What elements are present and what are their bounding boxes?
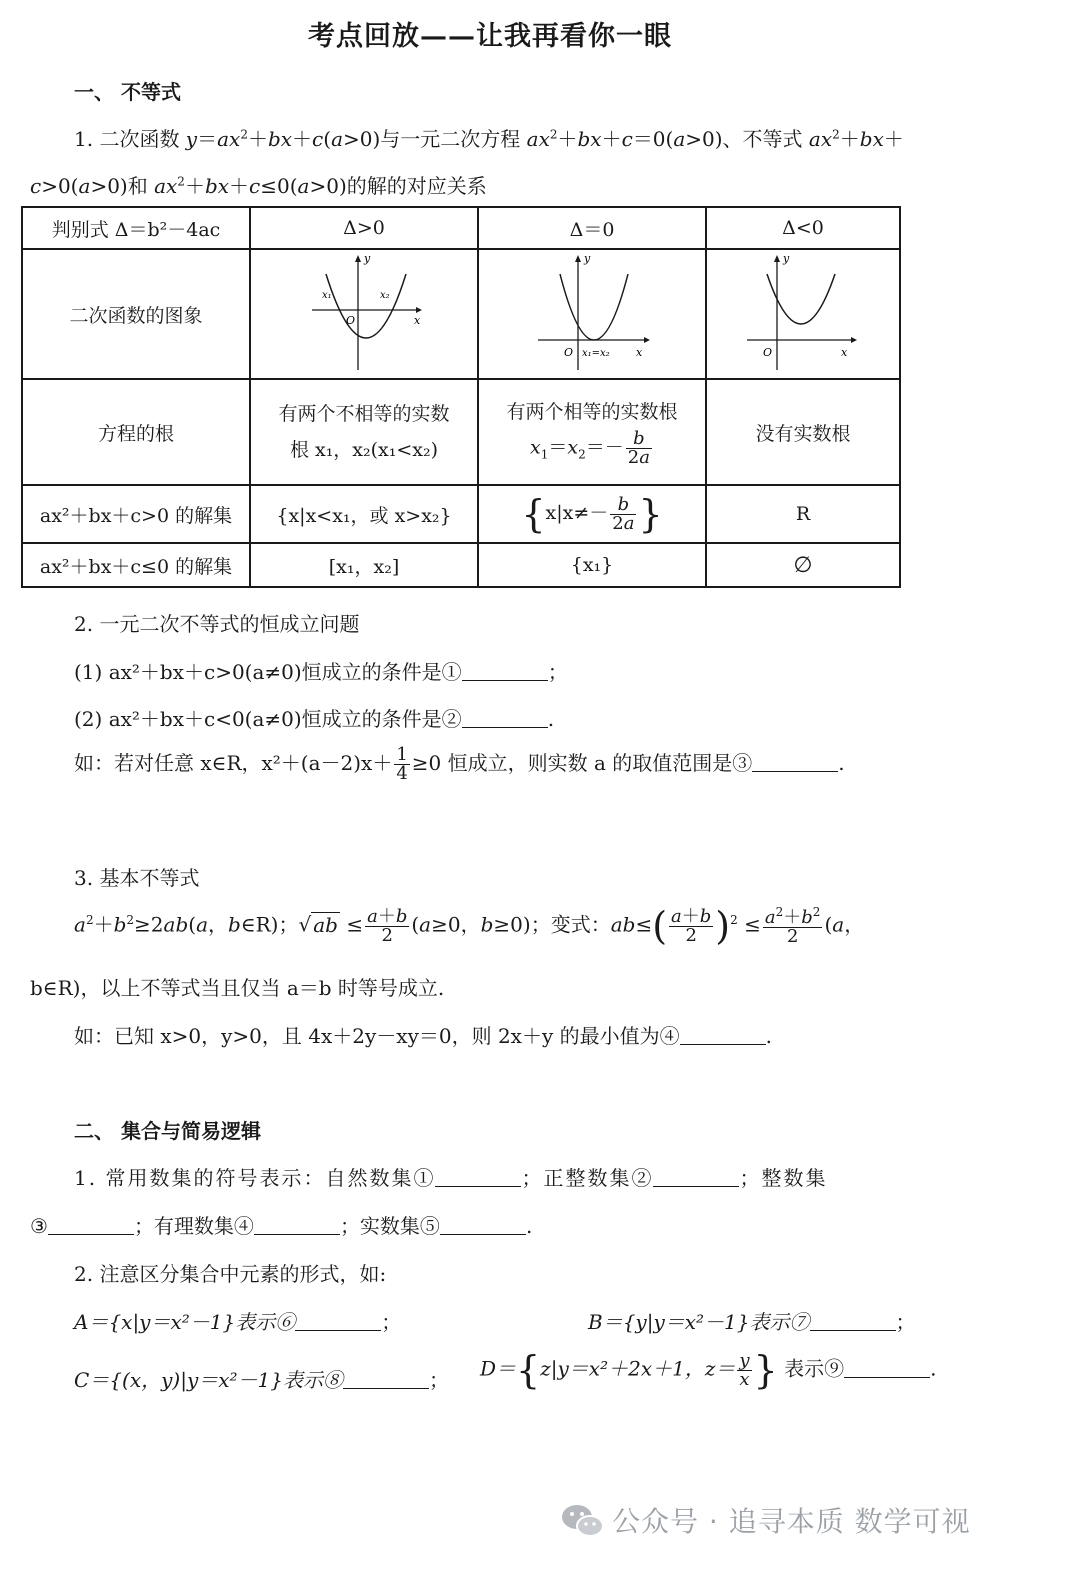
- section1-p1-line2: c>0(a>0)和 $ax^2+bx+c\le 0(a>0)$的解的对应关系: [30, 174, 487, 198]
- parabola-two-roots-graph: [304, 252, 424, 372]
- p1-prefix: 1. 二次函数: [74, 127, 186, 151]
- p2-2-text: (2) ax²＋bx＋c<0(a≠0)恒成立的条件是②: [74, 707, 462, 731]
- answer-blank-3[interactable]: [752, 753, 838, 772]
- s2-p1-c: ；整数集: [739, 1166, 828, 1190]
- row-gt-label: ax²＋bx＋c>0 的解集: [22, 485, 250, 543]
- section1-p2-1: (1) ax²＋bx＋c>0(a≠0)恒成立的条件是① ；: [74, 660, 568, 684]
- table-header-row: [22, 207, 900, 249]
- gt-zero: {x|x≠－ $\frac{b}{2a}$ }: [478, 485, 706, 543]
- section1-p3-example: 如：已知 x>0，y>0，且 4x＋2y－xy＝0，则 2x＋y 的最小值为④ .: [74, 1024, 772, 1048]
- p1-suffix: 的解的对应关系: [346, 174, 487, 198]
- set-D-line: D＝{z|y＝x²＋2x＋1，z＝ $\frac{y}{x}$ } 表示⑨ .: [480, 1348, 937, 1392]
- set-blank-3[interactable]: [48, 1216, 134, 1235]
- section1-p3-formula: $a^2+b^2\ge 2ab(a$，b∈R)；√ ab ≤ $\frac{a+b}{2}$ (a≥0，b≥0)；变式：ab≤( $\frac{a+b}{2}$ )$^2$ ≤ $\frac{a^2+b^2}{2}$ (a，: [74, 904, 865, 948]
- set-D-suffix: 表示⑨: [784, 1356, 845, 1381]
- parabola-no-root-graph: [743, 252, 863, 372]
- section2-p2-heading: 2. 注意区分集合中元素的形式，如:: [74, 1262, 387, 1286]
- answer-blank-1[interactable]: [462, 662, 548, 681]
- roots-zero-line1: 有两个相等的实数根: [506, 401, 678, 423]
- gt-negative: R: [706, 485, 900, 543]
- s2-p1-e: ；有理数集④: [133, 1214, 254, 1238]
- svg-text:O: O: [346, 313, 356, 327]
- le-negative: ∅: [706, 543, 900, 587]
- set-C-line: C＝{(x，y)|y＝x²－1}表示⑧ ；: [74, 1368, 449, 1392]
- roots-positive-line1: 有两个不相等的实数: [278, 402, 450, 425]
- roots-positive-line2: 根 x₁，x₂(x₁<x₂): [289, 439, 439, 461]
- svg-text:y: y: [584, 251, 591, 265]
- row-graph-label: 二次函数的图象: [22, 249, 250, 379]
- set-blank-2[interactable]: [653, 1168, 739, 1187]
- section1-p1-line1: 1. 二次函数 $y=ax^2+bx+c(a>0)$与一元二次方程 $ax^2+bx+c=0(a>0)$、不等式 $ax^2+bx+$: [74, 127, 904, 151]
- s2-p1-a: 1. 常用数集的符号表示：自然数集①: [74, 1166, 436, 1190]
- set-A-line: A＝{x|y＝x²－1}表示⑥ ；: [74, 1310, 402, 1334]
- table-row-roots: [22, 379, 900, 485]
- set-B-line: B＝{y|y＝x²－1}表示⑦ ；: [588, 1310, 916, 1334]
- set-blank-6[interactable]: [295, 1312, 381, 1331]
- row-roots-label: 方程的根: [22, 379, 250, 485]
- set-D-inner: z|y＝x²＋2x＋1，z＝: [540, 1356, 736, 1381]
- s2-p1-b: ；正整数集②: [521, 1166, 654, 1190]
- gt-zero-text: x|x≠－: [545, 502, 609, 524]
- svg-text:x₁=x₂: x₁=x₂: [582, 347, 610, 359]
- section2-p1-line2: ③ ；有理数集④ ；实数集⑤ .: [30, 1214, 533, 1238]
- svg-text:x₂: x₂: [380, 289, 390, 301]
- svg-text:x: x: [841, 345, 848, 359]
- p2-1-text: (1) ax²＋bx＋c>0(a≠0)恒成立的条件是①: [74, 660, 462, 684]
- section1-p2-heading: 2. 一元二次不等式的恒成立问题: [74, 612, 360, 636]
- roots-positive: [250, 379, 478, 485]
- s2-p1-f: ；实数集⑤: [339, 1214, 440, 1238]
- set-blank-7[interactable]: [810, 1312, 896, 1331]
- answer-blank-4[interactable]: [680, 1026, 766, 1045]
- section1-p2-example: 如：若对任意 x∈R，x²＋(a－2)x＋ $\frac{1}{4}$ ≥0 恒成立，则实数 a 的取值范围是③ .: [74, 744, 845, 784]
- graph-zero: [478, 249, 706, 379]
- s2-p1-d: ③: [30, 1214, 48, 1238]
- set-C-text: C＝{(x，y)|y＝x²－1}表示⑧: [74, 1368, 343, 1392]
- watermark-text: 公众号 · 追寻本质 数学可视: [612, 1505, 971, 1538]
- set-blank-1[interactable]: [435, 1168, 521, 1187]
- set-D-prefix: D＝: [480, 1356, 517, 1381]
- p3-ex-text: 如：已知 x>0，y>0，且 4x＋2y－xy＝0，则 2x＋y 的最小值为④: [74, 1024, 680, 1048]
- table-header-positive: Δ>0: [250, 207, 478, 249]
- table-row-graph: [22, 249, 900, 379]
- wechat-icon: [560, 1502, 606, 1540]
- row-le-label: ax²＋bx＋c≤0 的解集: [22, 543, 250, 587]
- svg-text:O: O: [564, 345, 574, 359]
- graph-negative: [706, 249, 900, 379]
- le-zero: {x₁}: [478, 543, 706, 587]
- roots-zero-formula: $x_1=x_2=-$ $\frac{b}{2a}$: [530, 428, 650, 468]
- set-blank-4[interactable]: [254, 1216, 340, 1235]
- parabola-one-root-graph: [532, 252, 652, 372]
- section1-heading: 一、 不等式: [74, 80, 181, 104]
- svg-text:x: x: [636, 345, 643, 359]
- section2-p1-line1: [74, 1162, 827, 1191]
- le-positive: [x₁，x₂]: [250, 543, 478, 587]
- set-blank-5[interactable]: [440, 1216, 526, 1235]
- table-header-zero: Δ＝0: [478, 207, 706, 249]
- quadratic-relation-table: [21, 206, 901, 588]
- svg-text:O: O: [763, 345, 773, 359]
- gt-positive: {x|x<x₁，或 x>x₂}: [250, 485, 478, 543]
- set-blank-8[interactable]: [343, 1370, 429, 1389]
- set-A-text: A＝{x|y＝x²－1}表示⑥: [74, 1310, 296, 1334]
- section2-heading: 二、 集合与简易逻辑: [74, 1119, 261, 1143]
- svg-text:y: y: [783, 251, 790, 265]
- table-row-solution-le: [22, 543, 900, 587]
- svg-text:x: x: [414, 313, 421, 327]
- set-B-text: B＝{y|y＝x²－1}表示⑦: [588, 1310, 810, 1334]
- set-blank-9[interactable]: [844, 1359, 930, 1378]
- table-header-negative: Δ<0: [706, 207, 900, 249]
- table-row-solution-gt: [22, 485, 900, 543]
- section1-p3-heading: 3. 基本不等式: [74, 866, 200, 890]
- graph-positive: [250, 249, 478, 379]
- roots-zero: [478, 379, 706, 485]
- p2-ex-suffix: ≥0 恒成立，则实数 a 的取值范围是③: [411, 751, 753, 775]
- table-header-discriminant: 判别式 Δ＝b²－4ac: [22, 207, 250, 249]
- p2-ex-prefix: 如：若对任意 x∈R，x²＋(a－2)x＋: [74, 751, 393, 775]
- page-title: 考点回放——让我再看你一眼: [308, 21, 672, 52]
- answer-blank-2[interactable]: [462, 709, 548, 728]
- roots-negative: 没有实数根: [706, 379, 900, 485]
- svg-text:y: y: [364, 251, 371, 265]
- svg-text:x₁: x₁: [322, 289, 332, 301]
- section1-p3-line2: b∈R)，以上不等式当且仅当 a＝b 时等号成立.: [30, 976, 445, 1000]
- section1-p2-2: (2) ax²＋bx＋c<0(a≠0)恒成立的条件是② .: [74, 707, 555, 731]
